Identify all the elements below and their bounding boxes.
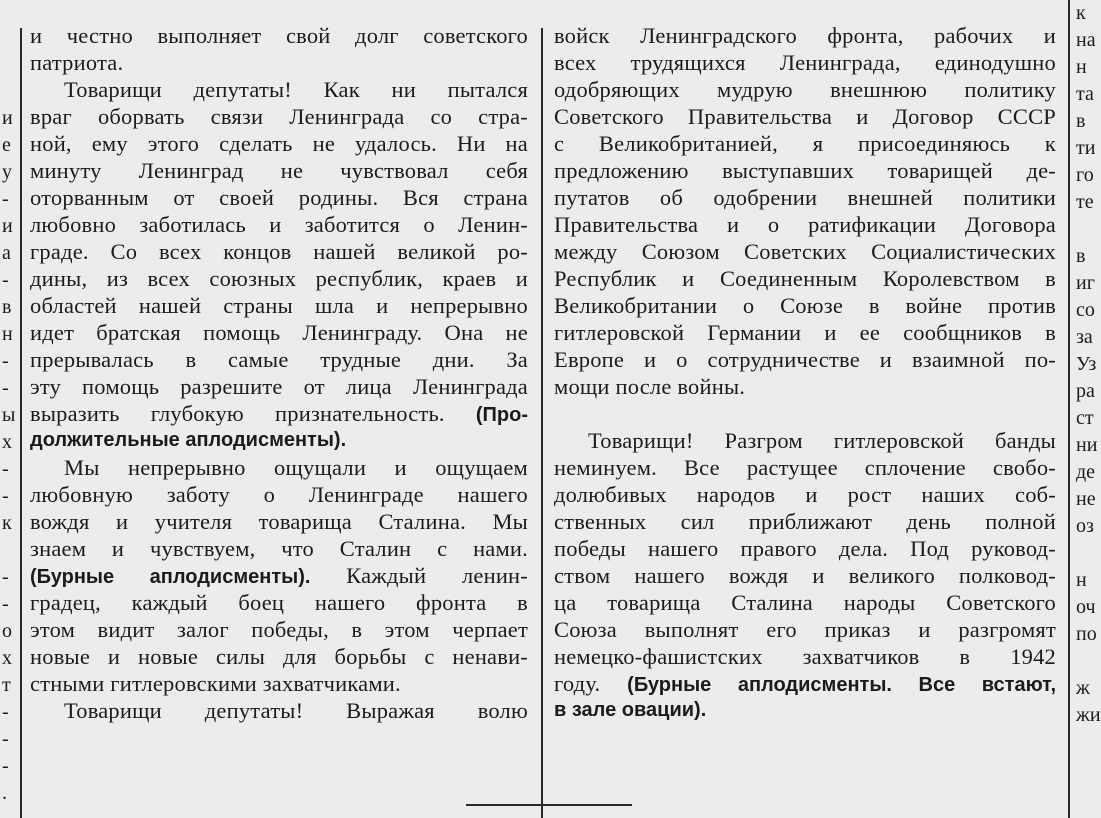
text-line: мощи после войны. [554, 374, 746, 399]
text-line: ной, ему этого сделать не удалось. Ни на [30, 131, 528, 156]
fragment-glyph: - [2, 728, 9, 750]
fragment-glyph: н [1076, 569, 1087, 591]
fragment-glyph: - [2, 755, 9, 777]
text-line: Советского Правительства и Договор СССР [554, 104, 1056, 129]
column-rule-right [1068, 0, 1070, 818]
fragment-glyph: со [1076, 299, 1095, 321]
fragment-glyph: та [1076, 83, 1094, 105]
fragment-glyph: иг [1076, 272, 1095, 294]
fragment-glyph: де [1076, 461, 1096, 483]
fragment-glyph: ж [1076, 677, 1090, 699]
fragment-glyph: го [1076, 164, 1094, 186]
text-line: победы нашего правого дела. Под руковод- [554, 536, 1056, 561]
fragment-glyph: е [2, 134, 11, 156]
text-line: любовную заботу о Ленинграде нашего [30, 482, 528, 507]
article-column-1 [30, 22, 528, 724]
text-line: градец, каждый боец нашего фронта в [30, 590, 528, 615]
fragment-glyph: оч [1076, 596, 1096, 618]
fragment-glyph: в [1076, 110, 1086, 132]
text-line: вождя и учителя товарища Сталина. Мы [30, 509, 528, 534]
fragment-glyph: н [1076, 56, 1087, 78]
text-line: областей нашей страны шла и непрерывно [30, 293, 528, 318]
fragment-glyph: в [1076, 245, 1086, 267]
fragment-glyph: - [2, 485, 9, 507]
text-line: всех трудящихся Ленинграда, единодушно [554, 50, 1056, 75]
text-line: эту помощь разрешите от лица Ленинграда [30, 374, 528, 399]
text-line: году. (Бурные аплодисменты. Все встают, [554, 671, 1056, 696]
fragment-glyph: ти [1076, 137, 1096, 159]
fragment-glyph: жи [1076, 704, 1101, 726]
fragment-glyph: - [2, 188, 9, 210]
text-line: должительные аплодисменты). [30, 429, 347, 451]
text-line: одобряющих мудрую внешнюю политику [554, 77, 1056, 102]
text-line: дины, из всех союзных республик, краев и [30, 266, 528, 291]
fragment-glyph: не [1076, 488, 1096, 510]
fragment-glyph: и [2, 107, 13, 129]
text-line: неминуем. Все растущее сплочение свобо- [554, 455, 1056, 480]
text-line: с Великобританией, я присоединяюсь к [554, 131, 1056, 156]
fragment-glyph: т [2, 674, 11, 696]
text-line: Республик и Соединенным Королевством в [554, 266, 1056, 291]
text-line: (Бурные аплодисменты). Каждый ленин- [30, 563, 528, 588]
applause-note: (Про- [475, 404, 528, 426]
fragment-glyph: к [2, 512, 12, 534]
fragment-glyph: те [1076, 191, 1094, 213]
fragment-glyph: . [2, 782, 7, 804]
fragment-glyph [1076, 216, 1096, 243]
text-line: прерывалась в самые трудные дни. За [30, 347, 528, 372]
text-line: между Союзом Советских Социалистических [554, 239, 1056, 264]
column-rule-middle [541, 28, 543, 818]
text-line: Мы непрерывно ощущали и ощущаем [64, 455, 528, 480]
fragment-glyph [1076, 540, 1096, 567]
text-line: минуту Ленинград не чувствовал себя [30, 158, 528, 183]
fragment-glyph: - [2, 377, 9, 399]
fragment-glyph: - [2, 350, 9, 372]
fragment-glyph: а [2, 242, 11, 264]
text-line: долюбивых народов и рост наших соб- [554, 482, 1056, 507]
text-line: Товарищи! Разгром гитлеровской банды [588, 428, 1056, 453]
fragment-glyph: - [2, 566, 9, 588]
text-line [554, 400, 1056, 427]
text-line: Союза выполнят его приказ и разгромят [554, 617, 1056, 642]
text-line: путатов об одобрении внешней политики [554, 185, 1056, 210]
fragment-glyph: ни [1076, 434, 1098, 456]
text-line: граде. Со всех концов нашей великой ро- [30, 239, 528, 264]
fragment-glyph: х [2, 647, 12, 669]
text-line: войск Ленинградского фронта, рабочих и [554, 23, 1056, 48]
fragment-glyph: ра [1076, 380, 1095, 402]
fragment-glyph: ст [1076, 407, 1094, 429]
fragment-glyph: на [1076, 29, 1096, 51]
text-line: оторванным от своей родины. Вся страна [30, 185, 528, 210]
text-line: и честно выполняет свой долг советского [30, 23, 528, 48]
text-line: Товарищи депутаты! Как ни пытался [64, 77, 528, 102]
fragment-glyph: за [1076, 326, 1093, 348]
text-line: предложению выступавших товарищей де- [554, 158, 1056, 183]
text-line: выразить глубокую признательность. (Про- [30, 401, 528, 426]
fragment-glyph: ы [2, 404, 16, 426]
fragment-glyph: - [2, 269, 9, 291]
fragment-glyph: оз [1076, 515, 1094, 537]
column-rule-left [20, 28, 22, 818]
applause-note: (Бурные аплодисменты). [30, 566, 311, 588]
text-line: Европе и о сотрудничестве и взаимной по- [554, 347, 1056, 372]
fragment-glyph [1076, 648, 1096, 675]
right-edge-fragments [1076, 0, 1101, 729]
text-line: гитлеровской Германии и ее сообщников в [554, 320, 1056, 345]
text-line: Товарищи депутаты! Выражая волю [64, 698, 528, 723]
applause-note: (Бурные аплодисменты. Все встают, [627, 674, 1056, 696]
section-end-rule [466, 804, 632, 806]
text-line: ством нашего вождя и великого полковод- [554, 563, 1056, 588]
text-line: немецко-фашистских захватчиков в 1942 [554, 644, 1056, 669]
text-line: в зале овации). [554, 699, 707, 721]
fragment-glyph: в [2, 296, 12, 318]
text-line: стными гитлеровскими захватчиками. [30, 671, 401, 696]
text-line: патриота. [30, 50, 124, 75]
fragment-glyph: к [1076, 2, 1086, 24]
fragment-glyph: у [2, 161, 12, 183]
fragment-glyph: - [2, 701, 9, 723]
text-line: враг оборвать связи Ленинграда со стра- [30, 104, 528, 129]
fragment-glyph: и [2, 215, 13, 237]
fragment-glyph: о [2, 620, 12, 642]
text-line: ца товарища Сталина народы Советского [554, 590, 1056, 615]
fragment-glyph: н [2, 323, 13, 345]
article-column-2 [554, 22, 1056, 724]
text-line: знаем и чувствуем, что Сталин с нами. [30, 536, 528, 561]
fragment-glyph: х [2, 431, 12, 453]
fragment-glyph: Уз [1076, 353, 1097, 375]
fragment-glyph: - [2, 458, 9, 480]
text-line: ственных сил приближают день полной [554, 509, 1056, 534]
text-line: Правительства и о ратификации Договора [554, 212, 1056, 237]
fragment-glyph: - [2, 593, 9, 615]
fragment-glyph: по [1076, 623, 1097, 645]
text-line: этом видит залог победы, в этом черпает [30, 617, 528, 642]
fragment-glyph [2, 537, 16, 564]
text-line: любовно заботилась и заботится о Ленин- [30, 212, 528, 237]
text-line: Великобритании о Союзе в войне против [554, 293, 1056, 318]
left-edge-fragments [2, 105, 16, 807]
text-line: идет братская помощь Ленинграду. Она не [30, 320, 528, 345]
text-line: новые и новые силы для борьбы с ненави- [30, 644, 528, 669]
